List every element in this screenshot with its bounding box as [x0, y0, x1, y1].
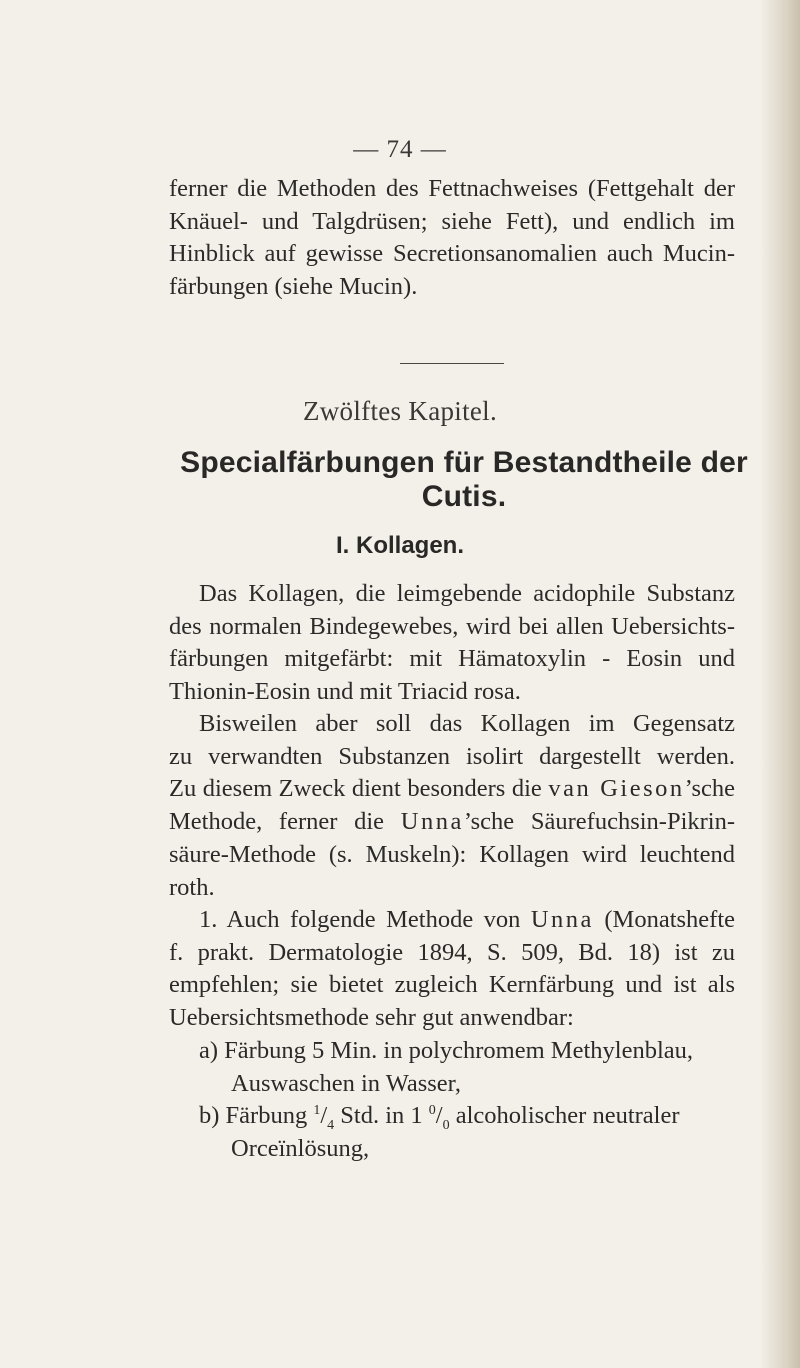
text-line: färbungen mitgefärbt: mit Hämatoxylin - Eosin und — [169, 645, 735, 673]
staining-steps-list — [169, 1035, 735, 1166]
text-line: empfehlen; sie bietet zugleich Kernfärbung und ist als — [169, 971, 735, 999]
text-run: ’sche — [684, 775, 735, 803]
text-line: des normalen Bindegewebes, wird bei allen Uebersichts- — [169, 612, 735, 640]
section-heading: I. Kollagen. — [335, 532, 464, 559]
chapter-title: Specialfärbungen für Bestandtheile der Cutis. — [180, 446, 748, 513]
text-line: färbungen (siehe Mucin). — [169, 273, 418, 301]
author-name: Unna — [400, 808, 464, 836]
percent-top: 0 — [428, 1103, 436, 1119]
section-divider — [400, 363, 504, 364]
text-line: Hinblick auf gewisse Secretionsanomalien auch Mucin- — [169, 240, 735, 268]
intro-paragraph — [169, 173, 735, 304]
page-edge-shadow — [760, 0, 800, 1368]
text-line — [169, 806, 735, 839]
text-run: Methode, ferner die — [169, 808, 401, 836]
text-run: Zu diesem Zweck dient besonders die — [169, 775, 549, 803]
percent-bottom: 0 — [442, 1118, 450, 1134]
text-line: Knäuel- und Talgdrüsen; siehe Fett), und endlich im — [169, 207, 735, 235]
text-line: Thionin-Eosin und mit Triacid rosa. — [169, 678, 521, 706]
paragraph-unna-method — [169, 904, 735, 1035]
text-run: b) Färbung — [199, 1102, 314, 1130]
author-name: Unna — [530, 906, 594, 933]
list-item-continuation: Auswaschen in Wasser, — [231, 1069, 461, 1097]
page-number: — 74 — — [353, 136, 447, 163]
chapter-heading: Zwölftes Kapitel. — [302, 396, 498, 426]
text-run: (Monatshefte — [593, 906, 736, 933]
text-line: säure-Methode (s. Muskeln): Kollagen wird leuchtend — [169, 840, 735, 868]
text-run: alcoholischer neutraler — [449, 1102, 680, 1130]
text-line: ferner die Methoden des Fettnachweises (Fettgehalt der — [169, 175, 735, 202]
author-name: van Gieson — [548, 775, 685, 803]
text-line: Das Kollagen, die leimgebende acidophile Substanz — [199, 580, 735, 607]
fraction-denominator: 4 — [327, 1118, 335, 1134]
text-line: roth. — [169, 873, 215, 901]
text-run: ’sche Säurefuchsin-Pikrin- — [463, 808, 735, 836]
text-line: f. prakt. Dermatologie 1894, S. 509, Bd. 18) ist zu — [169, 938, 735, 966]
list-item: a) Färbung 5 Min. in polychromem Methylenblau, — [199, 1037, 693, 1064]
text-run: Std. in 1 — [334, 1102, 429, 1130]
list-item: b) Färbung $^1/_4$ Std. in 1 $^0/_0$ alcoholischer neutraler — [199, 1102, 680, 1134]
fraction-numerator: 1 — [313, 1103, 321, 1119]
text-line — [169, 773, 735, 806]
text-line: Uebersichtsmethode sehr gut anwendbar: — [169, 1004, 574, 1032]
paragraph-collagen-intro — [169, 578, 735, 709]
text-line: zu verwandten Substanzen isolirt dargestellt werden. — [169, 742, 735, 770]
text-line — [169, 904, 735, 937]
text-line: Bisweilen aber soll das Kollagen im Gegensatz — [199, 710, 735, 737]
paragraph-isolation — [169, 708, 735, 904]
text-run: 1. Auch folgende Methode von — [199, 906, 531, 933]
list-item-continuation: Orceïnlösung, — [231, 1135, 370, 1163]
